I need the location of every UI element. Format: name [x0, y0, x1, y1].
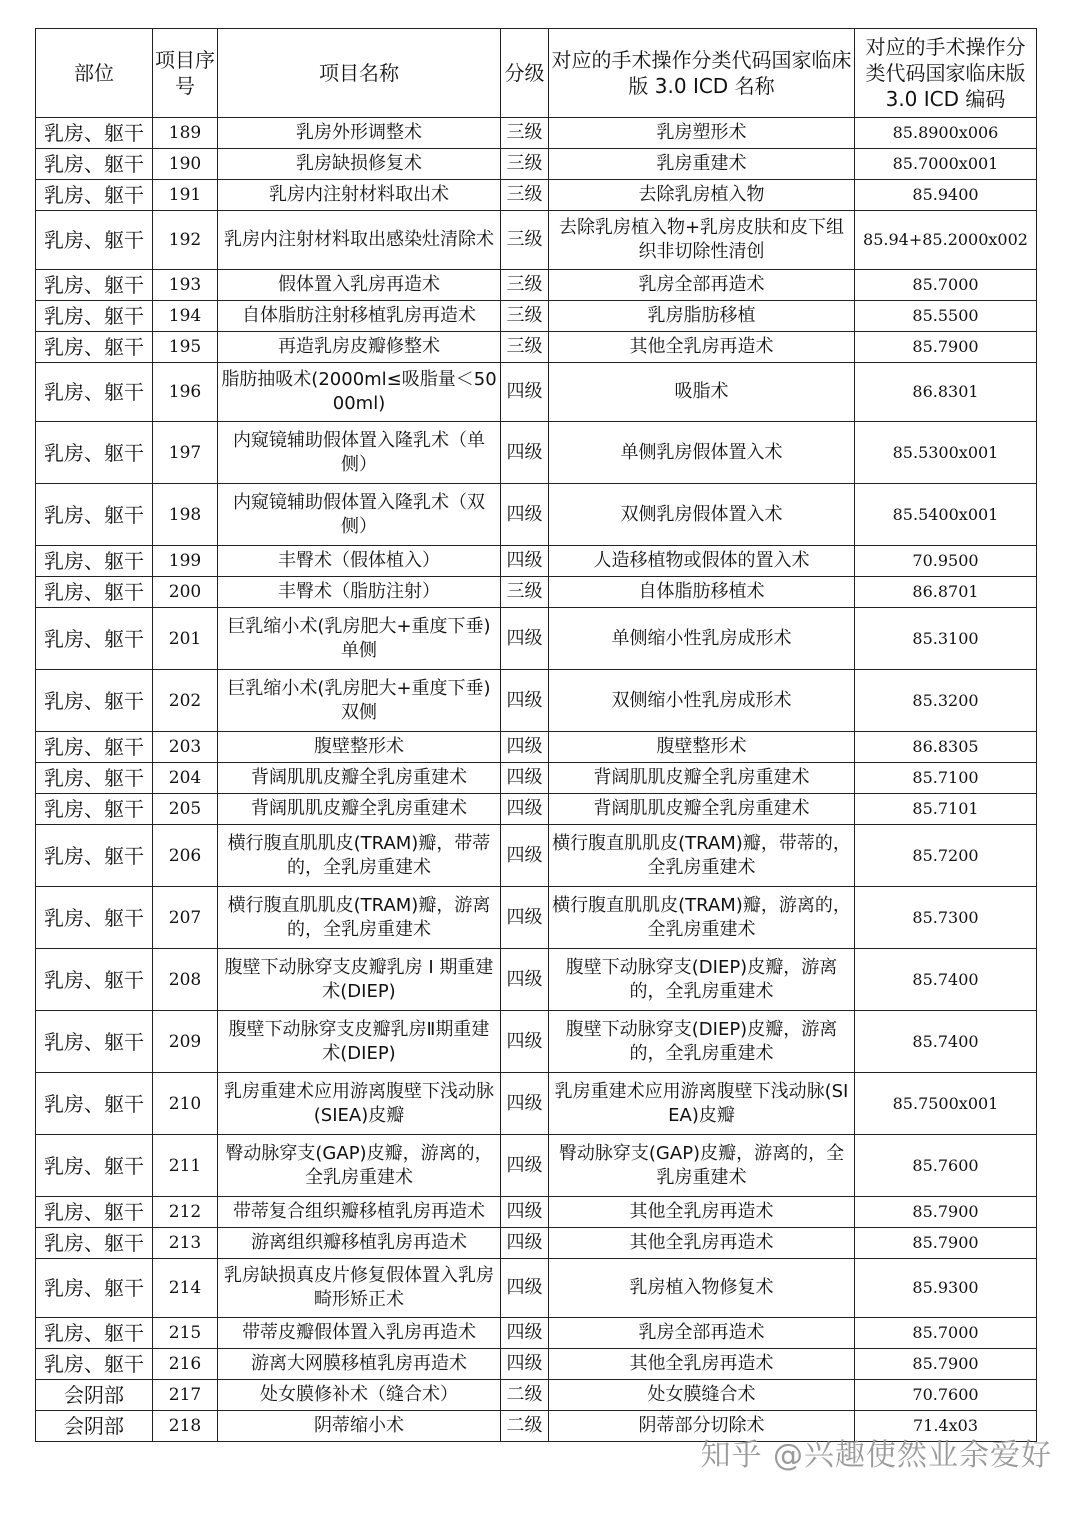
table-row	[36, 608, 1037, 670]
row-number: 191	[153, 180, 218, 211]
row-part: 乳房、躯干	[36, 270, 153, 301]
row-level: 四级	[501, 763, 549, 794]
row-icd-name: 乳房重建术应用游离腹壁下浅动脉(SIEA)皮瓣	[549, 1073, 855, 1135]
row-icd-name: 腹壁下动脉穿支(DIEP)皮瓣，游离的，全乳房重建术	[549, 1011, 855, 1073]
table-row	[36, 270, 1037, 301]
row-level: 三级	[501, 332, 549, 363]
row-level: 四级	[501, 363, 549, 422]
row-part: 乳房、躯干	[36, 577, 153, 608]
row-part: 乳房、躯干	[36, 1318, 153, 1349]
table-row	[36, 1135, 1037, 1197]
row-part: 乳房、躯干	[36, 732, 153, 763]
header-part: 部位	[36, 29, 153, 118]
row-number: 209	[153, 1011, 218, 1073]
row-icd-name: 臀动脉穿支(GAP)皮瓣，游离的，全乳房重建术	[549, 1135, 855, 1197]
row-number: 206	[153, 825, 218, 887]
row-icd-name: 阴蒂部分切除术	[549, 1411, 855, 1442]
row-part: 乳房、躯干	[36, 1135, 153, 1197]
row-icd-code: 70.9500	[855, 546, 1037, 577]
row-icd-name: 去除乳房植入物+乳房皮肤和皮下组织非切除性清创	[549, 211, 855, 270]
row-icd-name: 乳房脂肪移植	[549, 301, 855, 332]
row-icd-code: 85.94+85.2000x002	[855, 211, 1037, 270]
row-name: 乳房外形调整术	[218, 118, 501, 149]
row-name: 假体置入乳房再造术	[218, 270, 501, 301]
row-icd-name: 乳房塑形术	[549, 118, 855, 149]
row-icd-code: 85.7900	[855, 1197, 1037, 1228]
row-name: 带蒂复合组织瓣移植乳房再造术	[218, 1197, 501, 1228]
row-number: 208	[153, 949, 218, 1011]
row-part: 乳房、躯干	[36, 1197, 153, 1228]
row-number: 210	[153, 1073, 218, 1135]
table-row	[36, 670, 1037, 732]
row-level: 四级	[501, 670, 549, 732]
row-part: 乳房、躯干	[36, 332, 153, 363]
table-row	[36, 301, 1037, 332]
row-icd-code: 85.7400	[855, 1011, 1037, 1073]
table-row	[36, 825, 1037, 887]
row-name: 阴蒂缩小术	[218, 1411, 501, 1442]
row-icd-name: 单侧缩小性乳房成形术	[549, 608, 855, 670]
row-name: 脂肪抽吸术(2000ml≤吸脂量＜5000ml)	[218, 363, 501, 422]
row-icd-name: 去除乳房植入物	[549, 180, 855, 211]
row-part: 乳房、躯干	[36, 422, 153, 484]
row-number: 211	[153, 1135, 218, 1197]
row-part: 乳房、躯干	[36, 670, 153, 732]
table-row	[36, 1073, 1037, 1135]
row-level: 二级	[501, 1380, 549, 1411]
row-name: 游离大网膜移植乳房再造术	[218, 1349, 501, 1380]
row-number: 196	[153, 363, 218, 422]
row-icd-code: 85.9400	[855, 180, 1037, 211]
row-number: 201	[153, 608, 218, 670]
row-icd-name: 背阔肌肌皮瓣全乳房重建术	[549, 763, 855, 794]
row-name: 带蒂皮瓣假体置入乳房再造术	[218, 1318, 501, 1349]
table-row	[36, 1228, 1037, 1259]
row-level: 四级	[501, 1197, 549, 1228]
row-level: 四级	[501, 1349, 549, 1380]
row-name: 乳房内注射材料取出术	[218, 180, 501, 211]
row-number: 193	[153, 270, 218, 301]
row-icd-code: 85.7100	[855, 763, 1037, 794]
table-row	[36, 949, 1037, 1011]
row-name: 丰臀术（假体植入）	[218, 546, 501, 577]
table-row	[36, 732, 1037, 763]
row-icd-code: 85.7900	[855, 332, 1037, 363]
table-row	[36, 1380, 1037, 1411]
table-row	[36, 180, 1037, 211]
row-number: 190	[153, 149, 218, 180]
row-number: 189	[153, 118, 218, 149]
header-number: 项目序号	[153, 29, 218, 118]
row-icd-code: 85.9300	[855, 1259, 1037, 1318]
row-icd-code: 85.7000	[855, 1318, 1037, 1349]
row-number: 192	[153, 211, 218, 270]
row-part: 乳房、躯干	[36, 301, 153, 332]
row-icd-code: 85.3100	[855, 608, 1037, 670]
row-icd-code: 85.7400	[855, 949, 1037, 1011]
table-row	[36, 332, 1037, 363]
table-row	[36, 546, 1037, 577]
row-part: 乳房、躯干	[36, 118, 153, 149]
row-part: 乳房、躯干	[36, 608, 153, 670]
row-name: 丰臀术（脂肪注射）	[218, 577, 501, 608]
row-icd-code: 85.7200	[855, 825, 1037, 887]
row-icd-code: 85.5300x001	[855, 422, 1037, 484]
table-row	[36, 149, 1037, 180]
row-number: 207	[153, 887, 218, 949]
row-name: 游离组织瓣移植乳房再造术	[218, 1228, 501, 1259]
row-icd-name: 乳房重建术	[549, 149, 855, 180]
row-name: 再造乳房皮瓣修整术	[218, 332, 501, 363]
row-part: 乳房、躯干	[36, 1259, 153, 1318]
row-name: 内窥镜辅助假体置入隆乳术（双侧）	[218, 484, 501, 546]
row-icd-name: 自体脂肪移植术	[549, 577, 855, 608]
table-header-row	[36, 29, 1037, 118]
row-part: 乳房、躯干	[36, 794, 153, 825]
row-name: 背阔肌肌皮瓣全乳房重建术	[218, 763, 501, 794]
row-icd-name: 腹壁下动脉穿支(DIEP)皮瓣，游离的，全乳房重建术	[549, 949, 855, 1011]
row-name: 乳房重建术应用游离腹壁下浅动脉(SIEA)皮瓣	[218, 1073, 501, 1135]
row-number: 213	[153, 1228, 218, 1259]
row-icd-name: 单侧乳房假体置入术	[549, 422, 855, 484]
table-row	[36, 763, 1037, 794]
row-level: 四级	[501, 1228, 549, 1259]
row-icd-name: 人造移植物或假体的置入术	[549, 546, 855, 577]
row-name: 乳房缺损真皮片修复假体置入乳房畸形矫正术	[218, 1259, 501, 1318]
row-name: 巨乳缩小术(乳房肥大+重度下垂)单侧	[218, 608, 501, 670]
row-part: 乳房、躯干	[36, 180, 153, 211]
header-icd-name: 对应的手术操作分类代码国家临床版 3.0 ICD 名称	[549, 29, 855, 118]
row-part: 乳房、躯干	[36, 546, 153, 577]
row-icd-name: 其他全乳房再造术	[549, 1197, 855, 1228]
row-part: 乳房、躯干	[36, 1011, 153, 1073]
row-icd-code: 85.7900	[855, 1349, 1037, 1380]
row-level: 三级	[501, 118, 549, 149]
row-number: 212	[153, 1197, 218, 1228]
row-number: 218	[153, 1411, 218, 1442]
row-name: 巨乳缩小术(乳房肥大+重度下垂)双侧	[218, 670, 501, 732]
row-icd-name: 处女膜缝合术	[549, 1380, 855, 1411]
row-icd-name: 双侧乳房假体置入术	[549, 484, 855, 546]
row-number: 200	[153, 577, 218, 608]
row-icd-code: 86.8301	[855, 363, 1037, 422]
row-number: 198	[153, 484, 218, 546]
row-number: 202	[153, 670, 218, 732]
row-name: 臀动脉穿支(GAP)皮瓣，游离的，全乳房重建术	[218, 1135, 501, 1197]
row-icd-name: 横行腹直肌肌皮(TRAM)瓣，游离的，全乳房重建术	[549, 887, 855, 949]
row-icd-code: 85.7600	[855, 1135, 1037, 1197]
table-row	[36, 484, 1037, 546]
row-icd-name: 其他全乳房再造术	[549, 1228, 855, 1259]
header-name: 项目名称	[218, 29, 501, 118]
row-icd-code: 85.7900	[855, 1228, 1037, 1259]
row-icd-code: 86.8701	[855, 577, 1037, 608]
row-part: 会阴部	[36, 1411, 153, 1442]
row-name: 内窥镜辅助假体置入隆乳术（单侧）	[218, 422, 501, 484]
row-number: 216	[153, 1349, 218, 1380]
row-level: 四级	[501, 825, 549, 887]
row-icd-code: 85.7300	[855, 887, 1037, 949]
row-level: 三级	[501, 301, 549, 332]
row-number: 194	[153, 301, 218, 332]
procedure-table	[35, 28, 1037, 1442]
row-level: 四级	[501, 1011, 549, 1073]
row-level: 四级	[501, 887, 549, 949]
row-level: 三级	[501, 577, 549, 608]
row-part: 乳房、躯干	[36, 1349, 153, 1380]
row-level: 四级	[501, 608, 549, 670]
row-icd-name: 腹壁整形术	[549, 732, 855, 763]
row-icd-code: 85.5500	[855, 301, 1037, 332]
header-level: 分级	[501, 29, 549, 118]
row-icd-name: 吸脂术	[549, 363, 855, 422]
row-level: 三级	[501, 270, 549, 301]
row-icd-code: 85.7000	[855, 270, 1037, 301]
row-icd-code: 85.8900x006	[855, 118, 1037, 149]
row-level: 三级	[501, 149, 549, 180]
row-icd-name: 乳房植入物修复术	[549, 1259, 855, 1318]
table-row	[36, 211, 1037, 270]
row-icd-name: 双侧缩小性乳房成形术	[549, 670, 855, 732]
row-number: 204	[153, 763, 218, 794]
row-level: 四级	[501, 1073, 549, 1135]
row-number: 217	[153, 1380, 218, 1411]
table-row	[36, 1259, 1037, 1318]
row-name: 自体脂肪注射移植乳房再造术	[218, 301, 501, 332]
row-level: 四级	[501, 484, 549, 546]
table-row	[36, 887, 1037, 949]
row-name: 乳房内注射材料取出感染灶清除术	[218, 211, 501, 270]
table-row	[36, 1318, 1037, 1349]
row-level: 四级	[501, 1318, 549, 1349]
row-level: 四级	[501, 949, 549, 1011]
row-icd-code: 85.5400x001	[855, 484, 1037, 546]
table-row	[36, 1197, 1037, 1228]
table-row	[36, 363, 1037, 422]
row-level: 四级	[501, 732, 549, 763]
row-icd-name: 乳房全部再造术	[549, 270, 855, 301]
row-number: 214	[153, 1259, 218, 1318]
row-part: 乳房、躯干	[36, 949, 153, 1011]
table-row	[36, 422, 1037, 484]
row-icd-code: 85.7500x001	[855, 1073, 1037, 1135]
row-number: 197	[153, 422, 218, 484]
row-name: 乳房缺损修复术	[218, 149, 501, 180]
row-part: 乳房、躯干	[36, 363, 153, 422]
table-row	[36, 118, 1037, 149]
row-level: 三级	[501, 211, 549, 270]
row-number: 195	[153, 332, 218, 363]
row-part: 乳房、躯干	[36, 763, 153, 794]
row-level: 四级	[501, 1259, 549, 1318]
row-part: 乳房、躯干	[36, 149, 153, 180]
row-icd-code: 71.4x03	[855, 1411, 1037, 1442]
row-icd-name: 背阔肌肌皮瓣全乳房重建术	[549, 794, 855, 825]
row-name: 腹壁整形术	[218, 732, 501, 763]
row-part: 会阴部	[36, 1380, 153, 1411]
row-part: 乳房、躯干	[36, 887, 153, 949]
row-part: 乳房、躯干	[36, 825, 153, 887]
row-level: 四级	[501, 1135, 549, 1197]
row-level: 三级	[501, 180, 549, 211]
row-number: 203	[153, 732, 218, 763]
row-part: 乳房、躯干	[36, 484, 153, 546]
row-icd-name: 横行腹直肌肌皮(TRAM)瓣，带蒂的，全乳房重建术	[549, 825, 855, 887]
table-row	[36, 794, 1037, 825]
row-icd-code: 85.3200	[855, 670, 1037, 732]
row-part: 乳房、躯干	[36, 1228, 153, 1259]
watermark: 知乎 @兴趣使然业余爱好	[700, 1438, 1052, 1473]
row-icd-code: 70.7600	[855, 1380, 1037, 1411]
row-number: 215	[153, 1318, 218, 1349]
row-icd-name: 其他全乳房再造术	[549, 332, 855, 363]
table-row	[36, 1011, 1037, 1073]
table-body	[36, 118, 1037, 1442]
row-icd-name: 其他全乳房再造术	[549, 1349, 855, 1380]
row-name: 腹壁下动脉穿支皮瓣乳房Ⅱ期重建术(DIEP)	[218, 1011, 501, 1073]
row-level: 二级	[501, 1411, 549, 1442]
table-row	[36, 577, 1037, 608]
table-row	[36, 1349, 1037, 1380]
row-number: 199	[153, 546, 218, 577]
row-icd-code: 85.7000x001	[855, 149, 1037, 180]
row-level: 四级	[501, 422, 549, 484]
header-icd-code: 对应的手术操作分类代码国家临床版 3.0 ICD 编码	[855, 29, 1037, 118]
row-level: 四级	[501, 794, 549, 825]
row-icd-name: 乳房全部再造术	[549, 1318, 855, 1349]
row-name: 横行腹直肌肌皮(TRAM)瓣，带蒂的，全乳房重建术	[218, 825, 501, 887]
row-part: 乳房、躯干	[36, 211, 153, 270]
row-name: 背阔肌肌皮瓣全乳房重建术	[218, 794, 501, 825]
row-part: 乳房、躯干	[36, 1073, 153, 1135]
row-icd-code: 86.8305	[855, 732, 1037, 763]
row-level: 四级	[501, 546, 549, 577]
row-number: 205	[153, 794, 218, 825]
row-name: 腹壁下动脉穿支皮瓣乳房 I 期重建术(DIEP)	[218, 949, 501, 1011]
row-name: 处女膜修补术（缝合术）	[218, 1380, 501, 1411]
row-icd-code: 85.7101	[855, 794, 1037, 825]
row-name: 横行腹直肌肌皮(TRAM)瓣，游离的，全乳房重建术	[218, 887, 501, 949]
